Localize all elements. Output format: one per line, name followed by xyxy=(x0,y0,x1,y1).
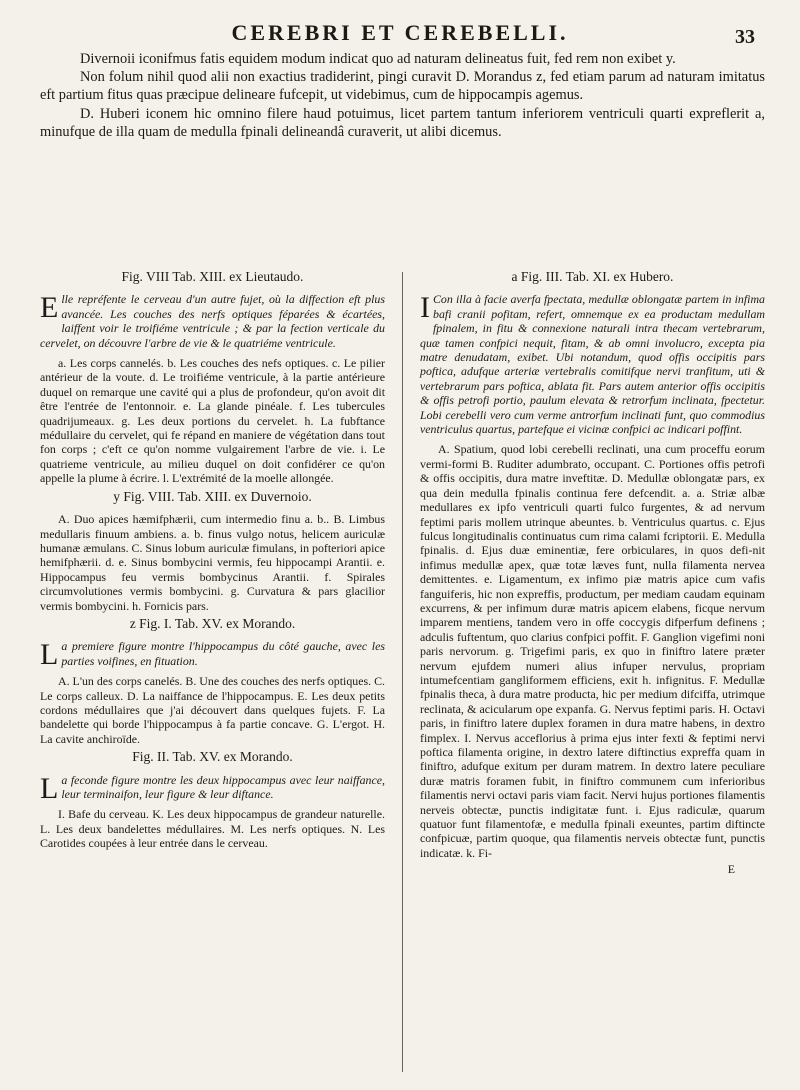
figure-caption xyxy=(40,771,385,805)
intro-paragraph: D. Huberi iconem hic omnino filere haud potuimus, licet partem tantum inferiorem ventriculi quarti expreflerit a, minufque de illa quam de medulla fpinali delineandâ curaverit, ut alibi dicemus. xyxy=(40,105,765,140)
figure-heading: Fig. VIII Tab. XIII. ex Lieutaudo. xyxy=(121,269,304,284)
caption-text: Con illa à facie averfa fpectata, medullæ oblongatæ partem in infima bafi cranii pofitam, refert, omnemque ex ea productam medullam fpinalem, in fitu & connexione naturali intra thecam vertebrarum, quæ tamen confpici nequit, fitam, & ab omni involucro, excepta pia matre denudatam, exibet. Ubi notandum, quod offis occipitis pars poftica, adufque arteriæ vertebralis comitifque nervi tranfitum, uti & vertebrarum pars poftica, ablata fit. Pars autem anterior offis occipitis & offis petrofi portio, paulum elevata & retrorfum inclinata, fpectetur. Lobi cerebelli vero cum verme antrorfum inclinati funt, quo commodius ventriculus quartus, partefque ei vicinæ confpici ac indicari poffint. xyxy=(420,292,765,437)
drop-cap: E xyxy=(40,291,59,325)
intro-paragraph: Divernoii iconifmus fatis equidem modum indicat quo ad naturam delineatus fuit, fed rem non exibet y. xyxy=(80,51,676,67)
figure-caption xyxy=(40,292,385,350)
running-title: CEREBRI ET CEREBELLI. xyxy=(231,20,569,45)
figure-legend: A. L'un des corps canelés. B. Une des couches des nerfs optiques. C. Le corps calleux. D. La naiffance de l'hippocampus. E. Les deux petits cordons médullaires que j'ai découvert dans quelques fujets. F. La bandelette qui borde l'hippocampus à fa partie concave. G. L'ergot. H. La cavite anchiroïde. xyxy=(40,674,385,746)
figure-legend: A. Spatium, quod lobi cerebelli reclinati, una cum proceffu eorum vermi-formi B. Ruditer adumbrato, occupant. C. Portiones offis petrofi & offis occipitis, dura matre inveftitæ. D. Medullæ oblongatæ pars, ex qua dein medulla fpinalis continua fere defcendit. a. a. Striæ albæ medullares ex ipfo ventriculi quarti fulco furgentes, & ad nervum feptimi paris mollem utrinque abeuntes. b. Ventriculus quartus. c. Ejus fulcus longitudinalis continuatus cum rima calami fcriptorii. E. Medulla fpinalis. d. Ejus duæ eminentiæ, fere orbiculares, in quos defi-nit infimus medullæ apex, quæ totæ læves funt, nulla filamenta nervea demittentes. e. Ligamentum, ex infimo piæ matris apice cum vafis fanguiferis, hic non expreffis, productum, per mediam caudam equinam excurrens, & per infimum duræ matris apicem elabens, ficque nervum imparem mentiens, tandem vero in offe coccygis difperfum definens ; adculis fuftentum, quo clarius confpici poffit. F. Ganglion vigefimi noni paris nervorum. g. Trigefimi paris, ex quo in finiftro latere præter nervum ejufdem numeri alius infuper nervulus, propriam intumefcentiam gangliformem efficiens, exit h. infignitus. F. Medullæ fpinalis theca, à dura matre producta, hic per medium difciffa, utrimque reclinata, & acicularum ope expanfa. G. Nervus feptimi paris. H. Octavi paris, in finiftro latere duplex foramen in dura matre habens, in dextro fimplex. I. Nervus acceflorius à prima ejus inter fexti & feptimi nervi poftica filamenta origine, in dextro latere diftinctius expreffa quam in finiftro, adufque exitum per duram matrem. In dextro latere peculiare duræ matris foramen fubit, in finiftro communem cum inferioribus filamentis nervi octavi paris viam facit. Nervi hujus portiones filamentis nerveis obtectæ, punctis indigitatæ funt. i. Ejus radiculæ, quarum quatuor funt filamentofæ, e medulla fpinali exeuntes, partim diftincte confpicuæ, partim quoque, qua filamentis nerveis obtectæ funt, punctis indicatæ. k. Fi- xyxy=(420,442,765,860)
page-number: 33 xyxy=(735,26,755,48)
book-page xyxy=(40,0,765,1090)
figure-legend: A. Duo apices hæmifphærii, cum intermedio finu a. b.. B. Limbus medullaris finuum ambiens. a. b. finus vulgo notus, helicem auriculæ humanæ æmulans. C. Sinus lobum auriculæ fimulans, in pofteriori apice hemifphærii. d. e. Sinus bombycini vermis, feu hippocampi Arantii. e. Hippocampus feu vermis bombycinus Arantii. f. Spirales circumvolutiones vermis bombycini. g. Curvatura & pars glacilior vermis bombycini. h. Fornicis pars. xyxy=(40,512,385,613)
intro-section xyxy=(40,50,765,141)
figure-caption xyxy=(420,292,765,436)
column-divider xyxy=(402,272,403,1072)
drop-cap: L xyxy=(40,771,59,805)
figure-heading: y Fig. VIII. Tab. XIII. ex Duvernoio. xyxy=(113,488,312,504)
figure-caption xyxy=(40,638,385,672)
caption-text: lle repréfente le cerveau d'un autre fujet, où la diffection eft plus avancée. Les couches des nerfs optiques féparées & écartées, laiffent voir le troifiéme ventricule ; & par la fection verticale du cervelet, on découvre l'arbre de vie & le quatriéme ventricule. xyxy=(40,292,385,350)
figure-legend: I. Bafe du cerveau. K. Les deux hippocampus de grandeur naturelle. L. Les deux bandelettes médullaires. M. Les nerfs optiques. N. Les Carotides coupées à leur entrée dans le cerveau. xyxy=(40,807,385,851)
drop-cap: L xyxy=(40,638,59,672)
figure-heading: Fig. II. Tab. XV. ex Morando. xyxy=(132,749,293,765)
figure-heading: a Fig. III. Tab. XI. ex Hubero. xyxy=(511,269,674,284)
figure-legend: a. Les corps cannelés. b. Les couches des nefs optiques. c. Le pilier antérieur de la voute. d. Le troifiéme ventricule, à la partie antérieure duquel on remarque une cavité qui a plus de profondeur, qu'on avoit dit être l'entrée de l'entonnoir. e. La glande pinéale. f. Les tubercules quadrijumeaux. g. Les deux portions du cervelet. h. La fubftance médullaire du cervelet, qui fe répand en maniere de végétation dans tout fon corps ; c'eft ce qu'on nomme vulgairement l'arbre de vie. i. Le quatrieme ventricule, au milieu duquel on doit confidérer ce qu'on appelle la plume à écrire. l. L'extrémité de la moelle allongée. xyxy=(40,356,385,486)
caption-text: a premiere figure montre l'hippocampus du côté gauche, avec les parties voifines, en fituation. xyxy=(61,639,385,668)
right-column xyxy=(420,266,765,877)
drop-cap: I xyxy=(420,291,430,325)
figure-heading: z Fig. I. Tab. XV. ex Morando. xyxy=(129,615,296,631)
caption-text: a feconde figure montre les deux hippocampus avec leur naiffance, leur terminaifon, leur figure & leur diftance. xyxy=(61,772,385,801)
signature-mark: E xyxy=(727,862,735,877)
intro-paragraph: Non folum nihil quod alii non exactius tradiderint, pingi curavit D. Morandus z, fed etiam parum ad naturam imitatus eft partium fitus quas præcipue delineare fufcepit, ut videbimus, cum de hippocampis agemus. xyxy=(40,69,765,104)
left-column xyxy=(40,266,385,855)
